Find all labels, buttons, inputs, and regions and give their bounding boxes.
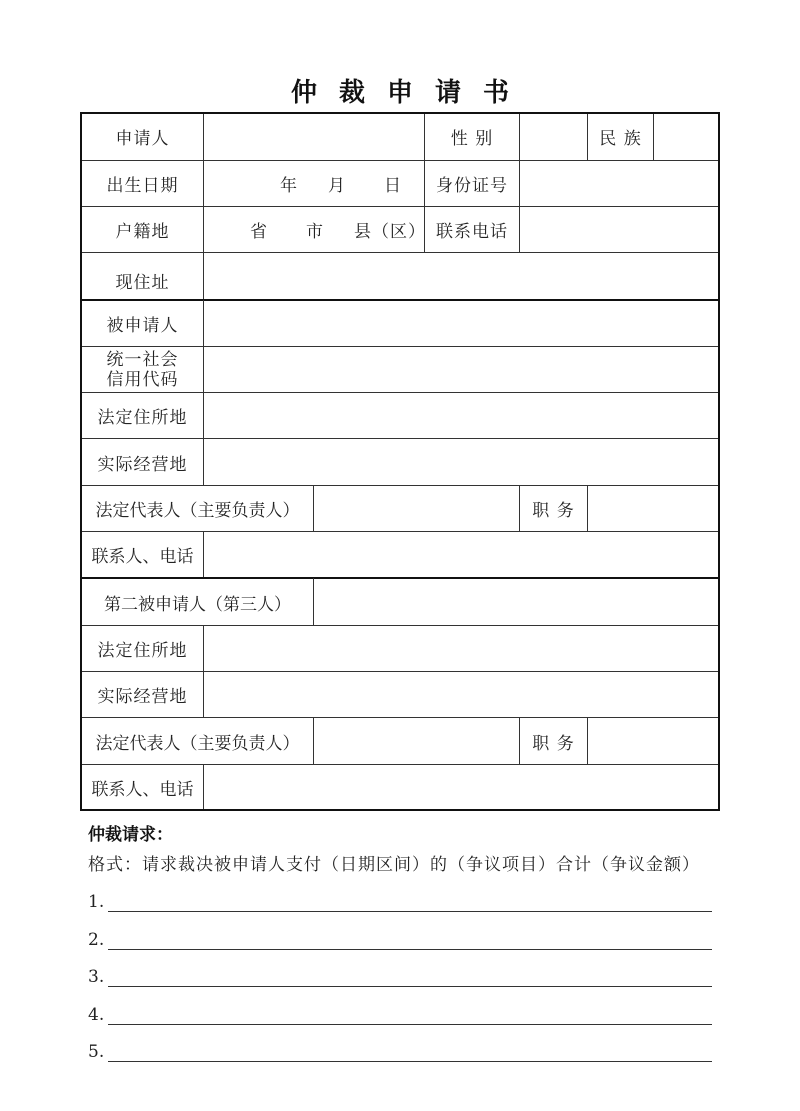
id-number-field[interactable] xyxy=(520,161,718,206)
current-address-label: 现住址 xyxy=(115,272,170,293)
request-line[interactable] xyxy=(88,1038,718,1062)
third-party-business-address-field[interactable] xyxy=(204,672,718,717)
birth-day-unit: 日 xyxy=(384,176,402,196)
third-party-legal-address-label: 法定住所地 xyxy=(97,641,188,661)
current-address-field[interactable] xyxy=(204,253,718,299)
request-underline xyxy=(108,1043,712,1062)
third-party-legal-rep-label: 法定代表人（主要负责人） xyxy=(95,733,300,754)
third-party-position-label: 职 务 xyxy=(532,733,575,754)
credit-code-field[interactable] xyxy=(204,347,718,392)
phone-label: 联系电话 xyxy=(436,222,508,242)
third-party-contact-field[interactable] xyxy=(204,765,718,809)
request-underline xyxy=(108,893,712,912)
request-number: 4. xyxy=(88,1005,105,1025)
household-field[interactable] xyxy=(204,207,424,252)
county-unit: 县（区） xyxy=(354,222,426,242)
request-line[interactable] xyxy=(88,888,718,912)
request-number: 5. xyxy=(88,1042,105,1062)
respondent-legal-rep-field[interactable] xyxy=(314,486,519,531)
respondent-name-label: 被申请人 xyxy=(106,315,179,336)
third-party-legal-address-field[interactable] xyxy=(204,626,718,671)
request-underline xyxy=(108,968,712,987)
province-unit: 省 xyxy=(250,222,268,242)
request-line[interactable] xyxy=(88,963,718,987)
page-title: 仲裁申请书 xyxy=(290,78,531,108)
household-label: 户籍地 xyxy=(115,222,170,242)
respondent-position-field[interactable] xyxy=(588,486,718,531)
request-number: 2. xyxy=(88,930,105,950)
respondent-business-address-field[interactable] xyxy=(204,439,718,485)
respondent-legal-address-label: 法定住所地 xyxy=(97,408,188,428)
respondent-business-address-label: 实际经营地 xyxy=(97,454,188,475)
request-underline xyxy=(108,931,712,950)
applicant-name-field[interactable] xyxy=(204,113,424,160)
respondent-legal-address-field[interactable] xyxy=(204,393,718,438)
respondent-name-field[interactable] xyxy=(204,300,718,346)
credit-code-label-line1: 统一社会 xyxy=(106,349,179,370)
birth-date-label: 出生日期 xyxy=(106,176,179,196)
request-underline xyxy=(108,1006,712,1025)
gender-field[interactable] xyxy=(520,113,587,160)
respondent-contact-label: 联系人、电话 xyxy=(91,547,194,567)
third-party-business-address-label: 实际经营地 xyxy=(97,687,188,707)
requests-format-hint: 格式：请求裁决被申请人支付（日期区间）的（争议项目）合计（争议金额） xyxy=(88,855,700,875)
respondent-contact-field[interactable] xyxy=(204,532,718,577)
credit-code-label xyxy=(82,347,203,392)
city-unit: 市 xyxy=(306,222,324,242)
gender-label: 性 别 xyxy=(450,129,494,149)
ethnicity-label: 民 族 xyxy=(599,129,642,149)
respondent-position-label: 职 务 xyxy=(532,501,575,521)
request-line[interactable] xyxy=(88,926,718,950)
birth-month-unit: 月 xyxy=(328,176,346,196)
birth-year-unit: 年 xyxy=(280,176,298,196)
requests-heading: 仲裁请求： xyxy=(88,825,173,845)
third-party-legal-rep-field[interactable] xyxy=(314,718,519,764)
request-number: 1. xyxy=(88,892,105,912)
birth-date-field[interactable] xyxy=(204,161,424,206)
third-party-name-label: 第二被申请人（第三人） xyxy=(104,594,291,615)
respondent-legal-rep-label: 法定代表人（主要负责人） xyxy=(95,501,300,521)
request-number: 3. xyxy=(88,967,105,987)
third-party-name-field[interactable] xyxy=(314,579,718,625)
third-party-position-field[interactable] xyxy=(588,718,718,764)
third-party-contact-label: 联系人、电话 xyxy=(91,779,194,800)
ethnicity-field[interactable] xyxy=(654,113,718,160)
request-line[interactable] xyxy=(88,1001,718,1025)
applicant-name-label: 申请人 xyxy=(115,129,170,149)
phone-field[interactable] xyxy=(520,207,718,252)
id-number-label: 身份证号 xyxy=(436,176,508,196)
credit-code-label-line2: 信用代码 xyxy=(106,369,179,390)
